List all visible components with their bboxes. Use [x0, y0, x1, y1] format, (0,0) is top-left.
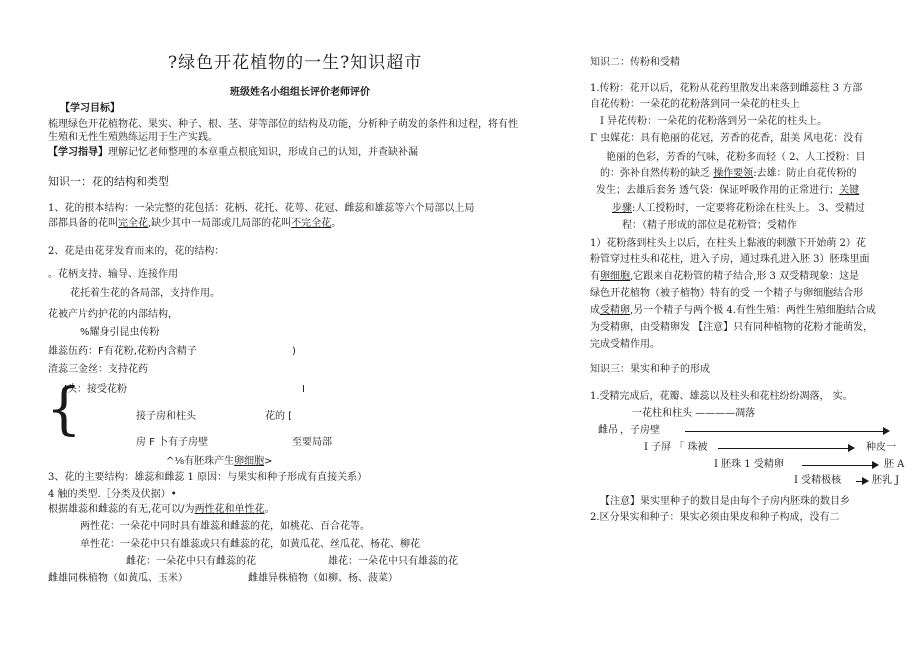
- k3-line-1: 1.受精完成后，花瓣、雄蕊以及柱头和花柱纷纷凋落， 实。: [590, 391, 853, 402]
- k3-embryo: 胚 A: [884, 459, 905, 470]
- text-span: ^⅛有胚珠产生: [166, 456, 235, 467]
- k1-receptacle: 花托着生花的各局部，支持作用。: [70, 288, 220, 299]
- study-guide-heading: 【学习指导】: [48, 147, 108, 158]
- zygote-term: 受精卵: [600, 305, 630, 316]
- k3-note: 【注意】果实里种子的数目是由每个子房内胚珠的数目乡: [600, 496, 850, 507]
- knowledge-3-heading: 知识三：果实和种子的形成: [590, 364, 710, 375]
- k1-dioecious: 雌雄异株植物（如柳、杨、菠菜）: [248, 573, 398, 584]
- k3-line-2: 2.区分果实和种子：果实必须由果皮和种子构成，没有二: [590, 512, 840, 523]
- k1-female-flower: 雌花：一朵花中只有雌蕊的花: [126, 556, 256, 567]
- k2-line-1: 1.传粉：花开以后，花粉从花药里散发出来落到雌蕊柱 3 方部: [590, 83, 863, 94]
- arrow-head: [848, 444, 855, 452]
- study-guide-text: 理解记忆老师整理的本章重点根底知识，形成自己的认知，并查缺补漏: [108, 147, 418, 158]
- k1-para-4-classify: [48, 503, 275, 516]
- text-span: 。: [264, 504, 275, 515]
- k1-unisexual-flower: 单性花：一朵花中只有雄蕊或只有雌蕊的花，如黄瓜花、丝瓜花、杨花、柳花: [80, 539, 420, 550]
- k1-pistil-flower-bracket: 花的 [: [265, 411, 293, 422]
- k2-line-11: 粉管穿过柱头和花柱，进入子房，通过珠孔进入胚 3）胚珠里面: [590, 254, 870, 265]
- k3-endosperm: 胚乳 J: [872, 475, 900, 486]
- k2-line-16: 完成受精作用。: [590, 339, 660, 350]
- k1-monoecious: 雌雄同株植物（如黄瓜、玉米）: [48, 573, 188, 584]
- study-goal-line-2: 生殖和无性生殖熟练运用于生产实践。: [48, 132, 218, 143]
- study-guide-line: [48, 146, 418, 159]
- k1-para-1-line-1: 1、花的根本结构：一朵完整的花包括：花柄、花托、花萼、花冠、雌蕊和雄蕊等六个局部以上局: [48, 203, 475, 214]
- evaluation-header: 班级姓名小组组长评价老师评价: [230, 87, 370, 98]
- arrow-line: [802, 465, 872, 466]
- text-span: ,它跟来自花粉管的精子结合,形 3 双受精现象：这是: [630, 271, 860, 282]
- text-span: 根据雄蕊和雌蕊的有无,花可以/为: [48, 504, 195, 515]
- text-span: 的：弥补自然传粉的缺乏: [600, 168, 714, 179]
- k2-line-12: [590, 270, 859, 283]
- text-span: 。: [331, 218, 342, 229]
- k1-para-2: 2、花是由花芽发育而来的，花的结构：: [48, 246, 225, 257]
- k1-para-4: 4 触的类型.［分类及伏据）•: [48, 489, 177, 500]
- text-span: :人工授粉时，一定要将花粉涂在柱头上。 3、受精过: [632, 203, 865, 214]
- k2-line-6: [600, 167, 857, 180]
- k2-line-15: 为受精卵，由受精卵发 【注意】只有同种植物的花粉才能萌发，: [590, 322, 874, 333]
- egg-cell-term: 卵细胞: [600, 271, 630, 282]
- k2-line-4: Γ 虫媒花：具有艳丽的花冠，芳香的花香，甜美 风电花：没有: [590, 133, 864, 144]
- k2-line-8: [612, 202, 865, 215]
- arrow-line: [685, 431, 883, 432]
- complete-flower-term: 完全花: [118, 218, 148, 229]
- incomplete-flower-term: 不完全花: [291, 218, 332, 229]
- k3-zygote: I 胚珠 1 受精卵: [714, 459, 784, 470]
- arrow-head: [872, 461, 879, 469]
- study-goal-heading: 【学习目标】: [60, 103, 120, 114]
- key-points-term: 操作要领: [713, 168, 754, 179]
- text-span: :去雄：防止自花传粉的: [753, 168, 857, 179]
- k2-line-2: 自花传粉：一朵花的花粉落到同一朵花的柱头上: [590, 99, 800, 110]
- arrow-head: [862, 477, 869, 485]
- k3-seed-coat: 种皮一: [866, 442, 896, 453]
- k1-stamen-anther: 雄蕊伍药：F有花粉,花粉内含精子: [48, 346, 197, 357]
- k2-line-13: 绿色开花植物（被子植物）特有的受 一个精子与卵细胞结合形: [590, 288, 864, 299]
- k3-ovary-wall: ，子房壁: [620, 425, 660, 436]
- k1-filament: 渣蕊三金丝：支持花药: [48, 364, 148, 375]
- k3-pistil-label: 雌吊: [598, 425, 618, 436]
- k1-pistil-ovary: 房 F 卜有子房壁: [136, 437, 209, 448]
- k2-line-9: 程：（精子形成的部位是花粉管；受精作: [622, 220, 797, 231]
- k2-line-3: I 异花传粉：一朵花的花粉落到另一朵花的柱头上。: [600, 116, 828, 127]
- knowledge-2-heading: 知识二：传粉和受精: [590, 57, 680, 68]
- text-span: 部都具备的花叫: [48, 218, 118, 229]
- k2-line-7: [596, 184, 859, 197]
- page-title: ?绿色开花植物的一生?知识超市: [168, 53, 423, 73]
- k1-pedicel: 。花柄支持、输导、连接作用: [48, 269, 178, 280]
- k3-polar-nuclei: I 受精极核: [794, 475, 842, 486]
- k2-line-14: [590, 304, 876, 317]
- k1-para-3: 3、花的主要结构：雄蕊和雌蕊 1 原因：与果实和种子形成有直接关系）: [48, 472, 368, 483]
- text-span: >: [264, 456, 273, 467]
- study-goal-line-1: 梳理绿色开花植物花、果实、种子、根、茎、芽等部位的结构及功能，分析种子萌发的条件和过程，将有性: [48, 119, 518, 130]
- k2-line-10: 1）花粉落到柱头上以后，在柱头上黏液的刺激下开始萌 2）花: [590, 238, 866, 249]
- k2-line-5: 艳丽的色彩，芳香的气味，花粉多而轻（ 2、人工授粉：目: [606, 152, 866, 163]
- k1-male-flower: 雄花：一朵花中只有雄蕊的花: [328, 556, 458, 567]
- text-span: ,另一个精子与两个极 4.有性生殖：两性生殖细胞结合成: [630, 305, 876, 316]
- flower-types-term: 两性花和单性花: [194, 504, 265, 515]
- k3-integument: I 子屏 「 珠被: [644, 442, 708, 453]
- text-span: ,缺少其中一局部或几局部的花叫: [148, 218, 292, 229]
- k1-stamen-paren: ): [292, 346, 296, 357]
- k1-corolla: %耀身引昆虫传粉: [80, 327, 160, 338]
- knowledge-1-heading: 知识一：花的结构和类型: [48, 175, 169, 188]
- arrow-head: [883, 427, 890, 435]
- arrow-line: [718, 448, 848, 449]
- k1-pistil-style: 接子房和柱头: [136, 411, 196, 422]
- k1-pistil-ovule: [166, 455, 272, 468]
- k1-pistil-stigma: I头：接受花粉: [64, 384, 127, 395]
- pistil-brace: {: [46, 377, 82, 442]
- text-span: 有: [590, 271, 600, 282]
- k1-pistil-mark: I: [302, 384, 305, 395]
- k1-para-1-line-2: [48, 217, 341, 230]
- k1-perianth: 花被产片约护花的内部结构，: [48, 309, 178, 320]
- text-span: 发生；去雄后套务 透气袋：保证呼吸作用的正常进行；: [596, 185, 840, 196]
- k1-pistil-main-part: 至要局部: [292, 437, 332, 448]
- text-span: 成: [590, 305, 600, 316]
- k3-style-stigma: 一花柱和柱头 ————凋落: [632, 408, 756, 419]
- k1-bisexual-flower: 两性花：一朵花中同时具有雄蕊和雌蕊的花，如桃花、百合花等。: [80, 521, 370, 532]
- step-term: 步骤: [612, 203, 632, 214]
- key-term: 关键: [839, 185, 860, 196]
- egg-cell-term: 卵细胞: [234, 456, 265, 467]
